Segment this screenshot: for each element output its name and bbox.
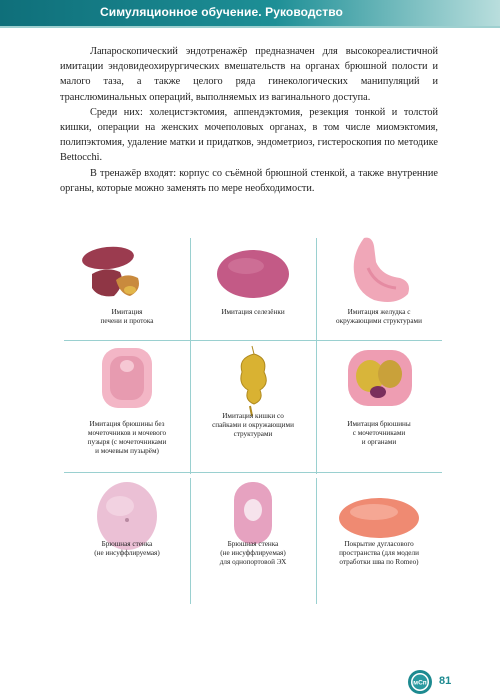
grid-item-peritoneum-organs xyxy=(316,344,442,474)
header-title: Симуляционное обучение. Руководство xyxy=(100,5,343,19)
peritoneum-organs-image xyxy=(316,344,442,424)
grid-caption: Брюшная стенка (не инсуффлируемая) для однопортовой ЭХ xyxy=(219,540,287,566)
grid-item-spleen xyxy=(190,232,316,362)
grid-item-intestine xyxy=(190,344,316,474)
organ-grid xyxy=(64,232,442,632)
grid-item-douglas-pouch xyxy=(316,478,442,608)
grid-caption: Покрытие дугласового пространства (для модели отработки шва по Romeo) xyxy=(339,540,419,566)
header-divider xyxy=(0,26,500,28)
paragraph-kit: В тренажёр входят: корпус со съёмной брюшной стенкой, а также внутренние органы, которые можно заменять по мере необходимости. xyxy=(60,167,438,194)
paragraph-operations: Среди них: холецистэктомия, аппендэктомия, резекция тонкой и толстой кишки, операции на женских мочеполовых органах, в том числе миомэктомия, полипэктомия, удаление матки и придатков, эндометриоз, гистероскопия по методике Bettocchi. xyxy=(60,106,438,164)
grid-item-liver xyxy=(64,232,190,362)
page-number: 81 xyxy=(439,675,452,687)
liver-image xyxy=(64,232,190,312)
logo-text: мСп xyxy=(413,679,427,687)
grid-caption: Имитация брюшины с мочеточниками и органами xyxy=(347,420,411,446)
grid-item-peritoneum xyxy=(64,344,190,474)
page-header xyxy=(0,0,500,26)
paragraph-intro: Лапароскопический эндотренажёр предназначен для высокореалистичной имитации эндовидеохирургических вмешательств на органах брюшной полости и малого таза, а также целого ряда гинекологических манипуляций и транслюминальных операций, выполняемых из вагинального доступа. xyxy=(60,46,438,103)
grid-caption: Брюшная стенка (не инсуффлируемая) xyxy=(94,540,160,557)
body-text xyxy=(60,44,438,196)
grid-caption: Имитация селезёнки xyxy=(221,308,285,316)
spleen-image xyxy=(190,232,316,312)
grid-caption: Имитация печени и протока xyxy=(100,308,154,325)
grid-caption: Имитация желудка с окружающими структурами xyxy=(336,308,422,325)
grid-item-stomach xyxy=(316,232,442,362)
publisher-logo-icon xyxy=(407,669,433,695)
grid-item-abdominal-wall-single-port xyxy=(190,478,316,608)
stomach-image xyxy=(316,232,442,312)
grid-caption: Имитация брюшины без мочеточников и мочевого пузыря (с мочеточниками и мочевым пузырём) xyxy=(87,420,167,455)
grid-caption: Имитация кишки со спайками и окружающими структурами xyxy=(212,412,294,438)
peritoneum-image xyxy=(64,344,190,424)
grid-item-abdominal-wall xyxy=(64,478,190,608)
